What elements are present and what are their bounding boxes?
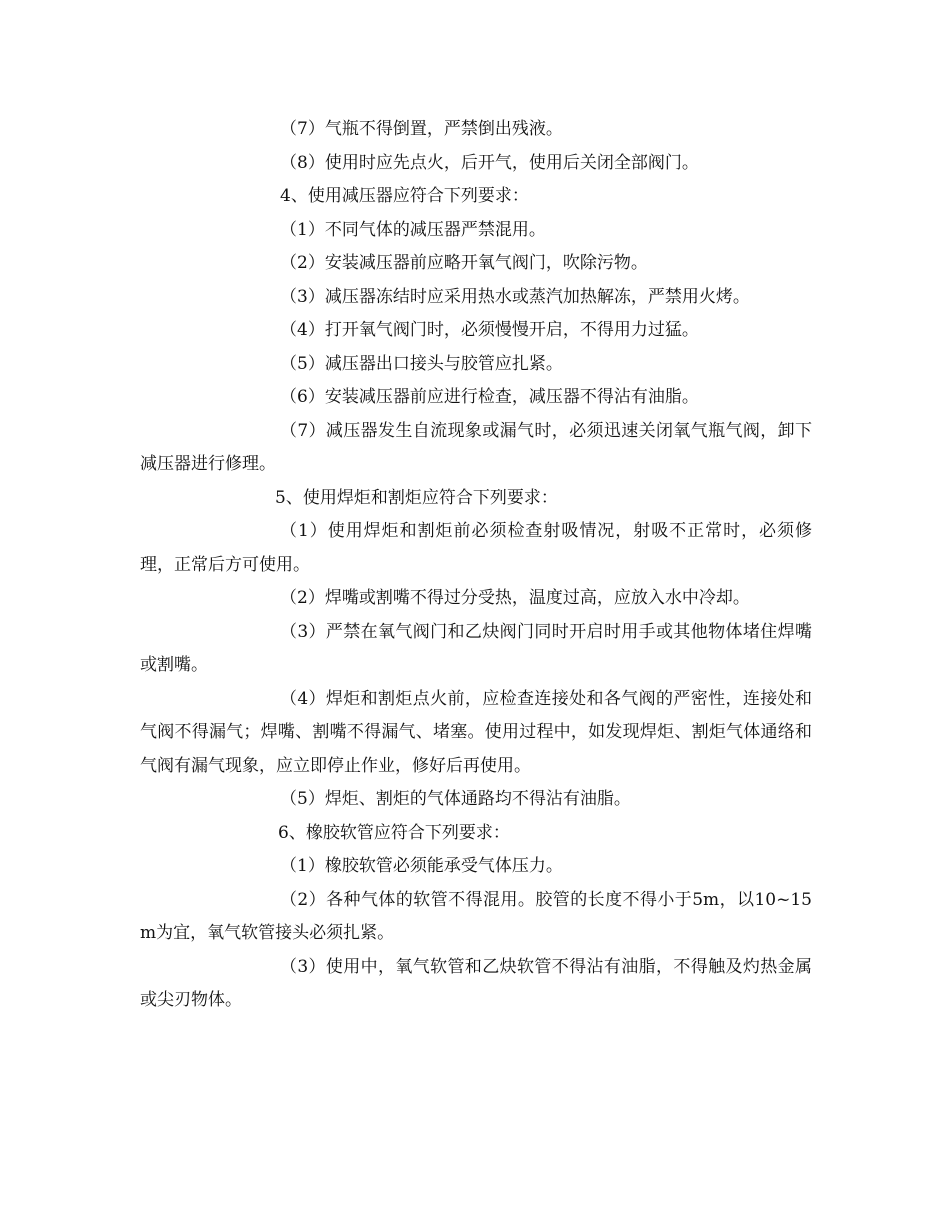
paragraph-torch-3: （3）严禁在氧气阀门和乙炔阀门同时开启时用手或其他物体堵住焊嘴或割嘴。	[140, 621, 812, 675]
paragraph-reducer-4: （4）打开氧气阀门时，必须慢慢开启，不得用力过猛。	[280, 320, 699, 340]
section-heading-torch: 5、使用焊炬和割炬应符合下列要求：	[275, 487, 558, 508]
document-body	[140, 113, 812, 1018]
paragraph-hose-1: （1）橡胶软管必须能承受气体压力。	[280, 856, 563, 876]
paragraph-torch-1: （1）使用焊炬和割炬前必须检查射吸情况，射吸不正常时，必须修理，正常后方可使用。	[140, 521, 812, 575]
paragraph-reducer-5: （5）减压器出口接头与胶管应扎紧。	[280, 353, 563, 374]
paragraph-gas-cylinder-7: （7）气瓶不得倒置，严禁倒出残液。	[280, 119, 563, 139]
paragraph-reducer-1: （1）不同气体的减压器严禁混用。	[280, 219, 546, 240]
paragraph-hose-2: （2）各种气体的软管不得混用。胶管的长度不得小于5m，以10~15m为宜，氧气软管接头必须扎紧。	[140, 889, 812, 943]
paragraph-hose-3: （3）使用中，氧气软管和乙炔软管不得沾有油脂，不得触及灼热金属或尖刃物体。	[140, 956, 812, 1010]
paragraph-torch-5: （5）焊炬、割炬的气体通路均不得沾有油脂。	[280, 789, 631, 809]
section-heading-pressure-reducer: 4、使用减压器应符合下列要求：	[280, 186, 529, 206]
paragraph-torch-2: （2）焊嘴或割嘴不得过分受热，温度过高，应放入水中冷却。	[280, 588, 750, 608]
paragraph-reducer-2: （2）安装减压器前应略开氧气阀门，吹除污物。	[280, 253, 648, 273]
section-heading-rubber-hose: 6、橡胶软管应符合下列要求：	[278, 822, 510, 843]
paragraph-gas-cylinder-8: （8）使用时应先点火，后开气，使用后关闭全部阀门。	[280, 152, 699, 173]
paragraph-reducer-6: （6）安装减压器前应进行检查，减压器不得沾有油脂。	[280, 387, 699, 407]
paragraph-reducer-7: （7）减压器发生自流现象或漏气时，必须迅速关闭氧气瓶气阀，卸下减压器进行修理。	[140, 420, 812, 474]
paragraph-torch-4: （4）焊炬和割炬点火前，应检查连接处和各气阀的严密性，连接处和气阀不得漏气；焊嘴、割嘴不得漏气、堵塞。使用过程中，如发现焊炬、割炬气体通络和气阀有漏气现象，应立即停止作业，修好后再使用。	[140, 688, 812, 776]
paragraph-reducer-3: （3）减压器冻结时应采用热水或蒸汽加热解冻，严禁用火烤。	[280, 286, 750, 307]
